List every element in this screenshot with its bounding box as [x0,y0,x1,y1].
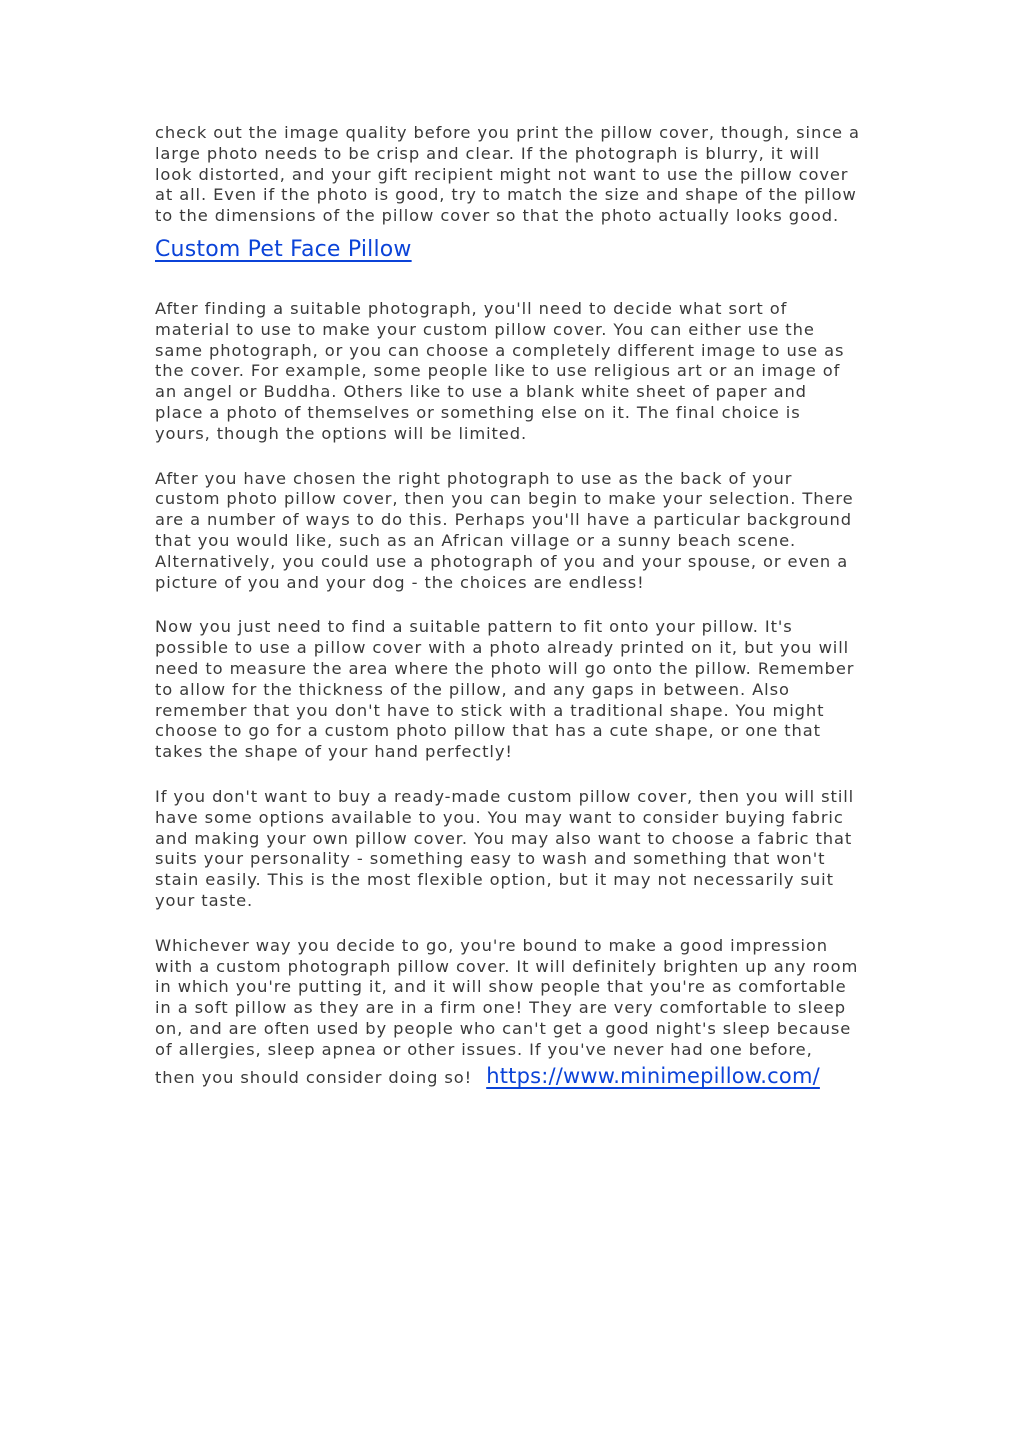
spacer [155,763,875,787]
text-line: possible to use a pillow cover with a photo already printed on it, but you will [155,638,850,658]
text-line: takes the shape of your hand perfectly! [155,742,513,762]
text-line: with a custom photograph pillow cover. It will definitely brighten up any room [155,956,859,976]
paragraph-3 [155,469,875,594]
spacer [155,593,875,617]
text-line: the cover. For example, some people like to use religious art or an image of [155,361,841,381]
text-line: Alternatively, you could use a photograph of you and your spouse, or even a [155,551,849,571]
spacer [155,912,875,936]
closing-text: then you should consider doing so! [155,1068,473,1088]
paragraph-1 [155,123,875,227]
text-line: on, and are often used by people who can't get a good night's sleep because [155,1018,852,1038]
text-line: stain easily. This is the most flexible option, but it may not necessarily suit [155,870,834,890]
text-line: After you have chosen the right photograph to use as the back of your [155,468,793,488]
text-line: that you would like, such as an African village or a sunny beach scene. [155,530,797,550]
document-body [155,123,875,1089]
text-line: need to measure the area where the photo will go onto the pillow. Remember [155,658,855,678]
text-line: in a soft pillow as they are in a firm one! They are very comfortable to sleep [155,998,846,1018]
closing-line [155,1066,875,1089]
spacer [155,445,875,469]
text-line: at all. Even if the photo is good, try to match the size and shape of the pillow [155,185,857,205]
text-line: your taste. [155,890,254,910]
text-line: Now you just need to find a suitable pattern to fit onto your pillow. It's [155,617,793,637]
text-line: an angel or Buddha. Others like to use a blank white sheet of paper and [155,382,807,402]
text-line: suits your personality - something easy to wash and something that won't [155,849,826,869]
text-line: are a number of ways to do this. Perhaps you'll have a particular background [155,510,852,530]
text-line: remember that you don't have to stick with a traditional shape. You might [155,700,825,720]
text-line: same photograph, or you can choose a completely different image to use as [155,340,845,360]
text-line: custom photo pillow cover, then you can begin to make your selection. There [155,489,854,509]
paragraph-5 [155,787,875,912]
text-line: After finding a suitable photograph, you'll need to decide what sort of [155,298,788,318]
text-line: large photo needs to be crisp and clear. If the photograph is blurry, it will [155,143,821,163]
custom-pet-face-pillow-link[interactable]: Custom Pet Face Pillow [155,236,412,262]
text-line: yours, though the options will be limited. [155,423,528,443]
text-line: Whichever way you decide to go, you're bound to make a good impression [155,935,828,955]
text-line: to allow for the thickness of the pillow, and any gaps in between. Also [155,679,790,699]
text-line: to the dimensions of the pillow cover so that the photo actually looks good. [155,206,840,226]
text-line: look distorted, and your gift recipient might not want to use the pillow cover [155,164,849,184]
text-line: material to use to make your custom pillow cover. You can either use the [155,319,815,339]
text-line: check out the image quality before you print the pillow cover, though, since a [155,123,860,142]
text-line: place a photo of themselves or something else on it. The final choice is [155,402,801,422]
paragraph-2 [155,299,875,445]
spacer [155,265,875,299]
paragraph-4 [155,617,875,763]
text-line: of allergies, sleep apnea or other issues. If you've never had one before, [155,1039,813,1059]
text-line: choose to go for a custom photo pillow that has a cute shape, or one that [155,721,821,741]
paragraph-6 [155,936,875,1090]
text-line: picture of you and your dog - the choices are endless! [155,572,645,592]
text-line: If you don't want to buy a ready-made custom pillow cover, then you will still [155,786,855,806]
text-line: in which you're putting it, and it will show people that you're as comfortable [155,977,847,997]
minimepillow-url-link[interactable]: https://www.minimepillow.com/ [486,1064,820,1089]
text-line: and making your own pillow cover. You may also want to choose a fabric that [155,828,853,848]
text-line: have some options available to you. You may want to consider buying fabric [155,807,844,827]
